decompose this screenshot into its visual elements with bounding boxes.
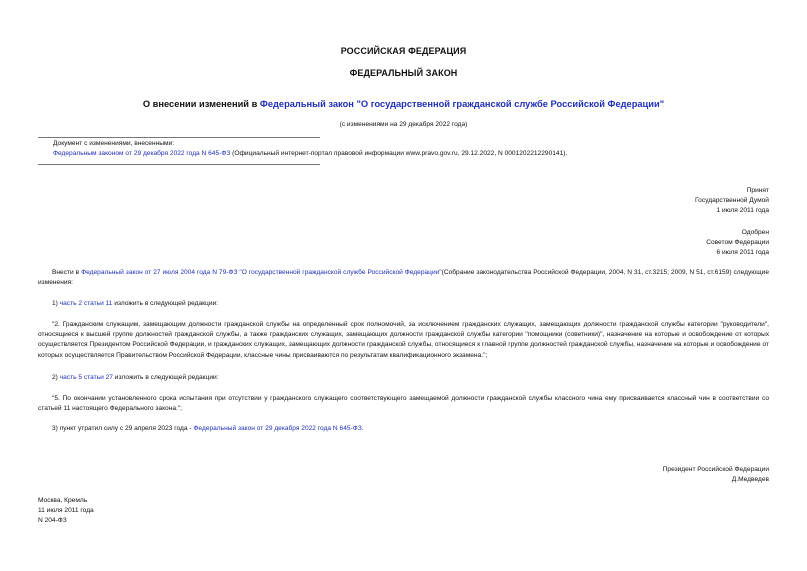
- item-2-number: 2): [52, 374, 60, 381]
- approved-by: Советом Федерации: [706, 238, 769, 246]
- change-document-line: [53, 149, 773, 159]
- federation-heading: РОССИЙСКАЯ ФЕДЕРАЦИЯ: [340, 46, 467, 56]
- signature-block: [469, 465, 769, 485]
- intro-paragraph: [38, 268, 769, 288]
- divider-top: [38, 137, 320, 138]
- footer-block: [38, 496, 338, 525]
- item-3-link[interactable]: Федеральный закон от 29 декабря 2022 года N 645-ФЗ: [193, 425, 362, 432]
- intro-before: Внести в: [52, 269, 82, 276]
- approved-label: Одобрен: [741, 229, 769, 236]
- footer-place: Москва, Кремль: [38, 497, 88, 504]
- change-document-label: Документ с изменениями, внесенными:: [53, 140, 175, 147]
- change-law-link[interactable]: Федеральным законом от 29 декабря 2022 года N 645-ФЗ: [53, 149, 231, 157]
- title-prefix: О внесении изменений в: [142, 99, 260, 109]
- approved-date: 6 июля 2011 года: [716, 248, 769, 256]
- item-2-quote: "5. По окончании установленного срока испытания при отсутствии у гражданского служащего соответствующего замещаемой должности гражданской службы классного чина ему присваивается классный чин в соответствии со статьей 11 настоящего Федерального закона.";: [38, 395, 769, 413]
- item-2-link[interactable]: часть 5 статьи 27: [59, 374, 113, 381]
- title-law-link[interactable]: Федеральный закон "О государственной гражданской службе Российской Федерации": [259, 99, 665, 109]
- law-type-heading: ФЕДЕРАЛЬНЫЙ ЗАКОН: [349, 68, 458, 78]
- divider-bottom: [38, 164, 320, 165]
- adoption-duma: [469, 186, 769, 215]
- signature-name: Д.Медведев: [731, 475, 769, 483]
- item-3-paragraph: [52, 424, 769, 434]
- item-1-quote: "2. Гражданским служащим, замещающим должности гражданской службы на определенный срок полномочий, за исключением гражданских служащих, замещающих должности гражданской службы категории "руководители", относящиеся к высшей группе должностей гражданской службы, а также гражданских служащих, замещающих должности гражданской службы категории "помощники (советники)", назначение на которые и освобождение от которых осуществляется Президентом Российской Федерации, и гражданских служащих, замещающих должности гражданской службы, относящиеся к главной группе должностей гражданской службы, назначение на которые и освобождение от которых осуществляется Правительством Российской Федерации, классные чины присваиваются по результатам квалификационного экзамена.";: [38, 321, 769, 359]
- item-1-number: 1): [52, 300, 60, 307]
- item-2-heading: [52, 373, 769, 383]
- item-3-text: 3) пункт утратил силу с 29 апреля 2023 года -: [52, 425, 194, 432]
- item-1-heading: [52, 299, 769, 309]
- signature-position: Президент Российской Федерации: [662, 466, 769, 473]
- intro-law-link[interactable]: Федеральный закон от 27 июля 2004 года N 79-ФЗ "О государственной гражданской службе Российской Федерации": [81, 269, 442, 276]
- item-2-rest: изложить в следующей редакции:: [112, 374, 219, 381]
- document-title: [0, 99, 807, 109]
- accepted-label: Принят: [746, 187, 769, 194]
- item-1-link[interactable]: часть 2 статьи 11: [59, 300, 113, 307]
- item-1-rest: изложить в следующей редакции:: [112, 300, 219, 307]
- footer-number: N 204-ФЗ: [38, 516, 67, 524]
- item-3-end: .: [361, 425, 364, 432]
- accepted-by: Государственной Думой: [695, 196, 769, 204]
- edition-note: (с изменениями на 29 декабря 2022 года): [339, 121, 468, 128]
- intro-after: (Собрание законодательства Российской Федерации, 2004, N 31, ст.3215; 2009, N 51, ст.6159) следующие изменения:: [38, 269, 770, 287]
- change-document-block: [53, 139, 773, 159]
- adoption-council: [469, 228, 769, 257]
- accepted-date: 1 июля 2011 года: [716, 206, 769, 214]
- change-document-source: (Официальный интернет-портал правовой информации www.pravo.gov.ru, 29.12.2022, N 0001202212290141).: [230, 149, 568, 157]
- footer-date: 11 июля 2011 года: [38, 506, 94, 514]
